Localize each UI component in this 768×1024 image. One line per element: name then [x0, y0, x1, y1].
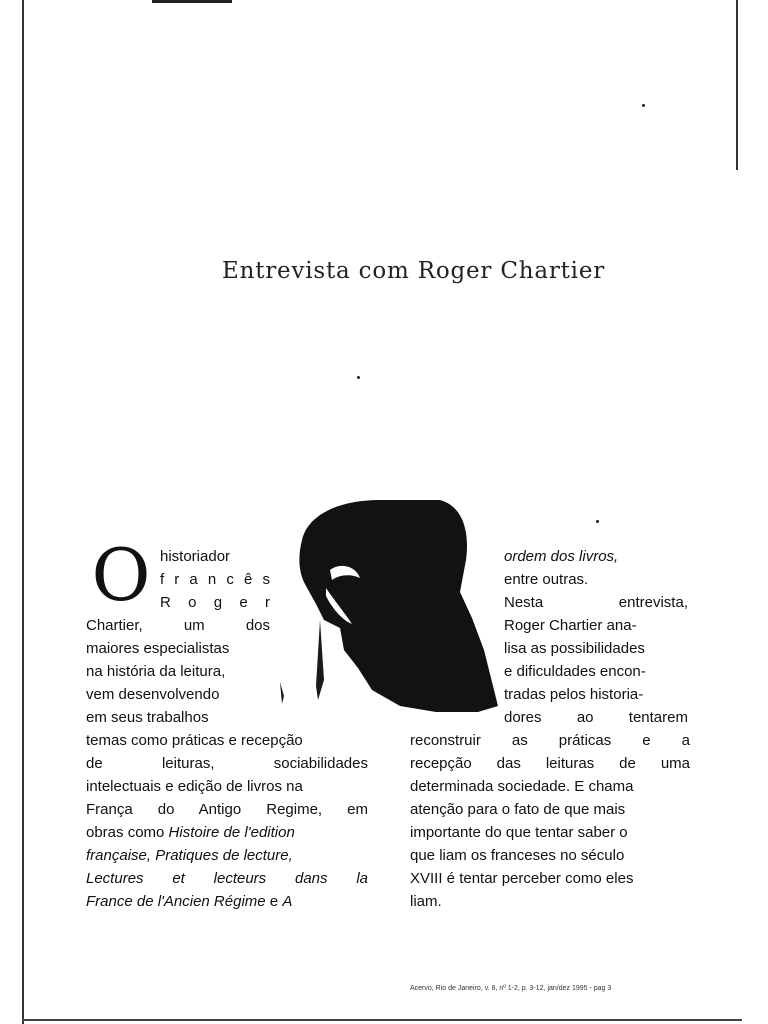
book-title: France de l'Ancien Régime — [86, 893, 266, 910]
body-line: tradas pelos historia- — [504, 686, 644, 703]
body-text: e — [265, 893, 283, 910]
body-line: e dificuldades encon- — [504, 663, 646, 680]
drop-cap: O — [91, 533, 151, 617]
article-title: Entrevista com Roger Chartier — [222, 258, 606, 284]
portrait-photo — [280, 500, 500, 715]
body-line: recepção das leituras de uma — [410, 755, 690, 772]
scan-speck — [357, 376, 360, 379]
body-line: temas como práticas e recepção — [86, 732, 303, 749]
body-line: França do Antigo Regime, em — [86, 801, 368, 818]
body-line: vem desenvolvendo — [86, 686, 220, 703]
body-line: reconstruir as práticas e a — [410, 732, 690, 749]
body-line: intelectuais e edição de livros na — [86, 778, 303, 795]
body-line: historiador — [160, 548, 231, 565]
body-line: R o g e r — [160, 594, 270, 611]
scan-right-border — [736, 0, 738, 170]
body-line: Chartier, um dos — [86, 617, 270, 634]
body-line: na história da leitura, — [86, 663, 226, 680]
scan-left-border — [22, 0, 24, 1024]
body-line: f r a n c ê s — [160, 571, 270, 588]
body-line — [86, 893, 292, 911]
book-title: ordem dos livros, — [504, 548, 619, 565]
book-title: Histoire de l'edition — [168, 824, 295, 841]
body-line: de leituras, sociabilidades — [86, 755, 368, 772]
body-line: importante do que tentar saber o — [410, 824, 628, 841]
scan-top-mark — [152, 0, 232, 3]
book-title: A — [282, 893, 293, 910]
body-line: Nesta entrevista, — [504, 594, 688, 611]
footer-citation: Acervo, Rio de Janeiro, v. 8, nº 1-2, p. 3-12, jan/dez 1995 - pag 3 — [410, 985, 612, 992]
body-line: lisa as possibilidades — [504, 640, 645, 657]
body-line: atenção para o fato de que mais — [410, 801, 626, 818]
body-line: liam. — [410, 893, 442, 910]
body-line: dores ao tentarem — [504, 709, 688, 726]
body-line: maiores especialistas — [86, 640, 230, 657]
book-title: Lectures et lecteurs dans la — [86, 870, 368, 887]
scan-speck — [596, 520, 599, 523]
body-line: XVIII é tentar perceber como eles — [410, 870, 634, 887]
body-line: determinada sociedade. E chama — [410, 778, 634, 795]
body-line: que liam os franceses no século — [410, 847, 625, 864]
body-line — [86, 824, 295, 842]
body-line: entre outras. — [504, 571, 589, 588]
scan-bottom-rule — [22, 1019, 742, 1021]
book-title: française, Pratiques de lecture, — [86, 847, 293, 864]
body-line: em seus trabalhos — [86, 709, 209, 726]
body-text: obras como — [86, 824, 169, 841]
body-line: Roger Chartier ana- — [504, 617, 637, 634]
scan-speck — [642, 104, 645, 107]
